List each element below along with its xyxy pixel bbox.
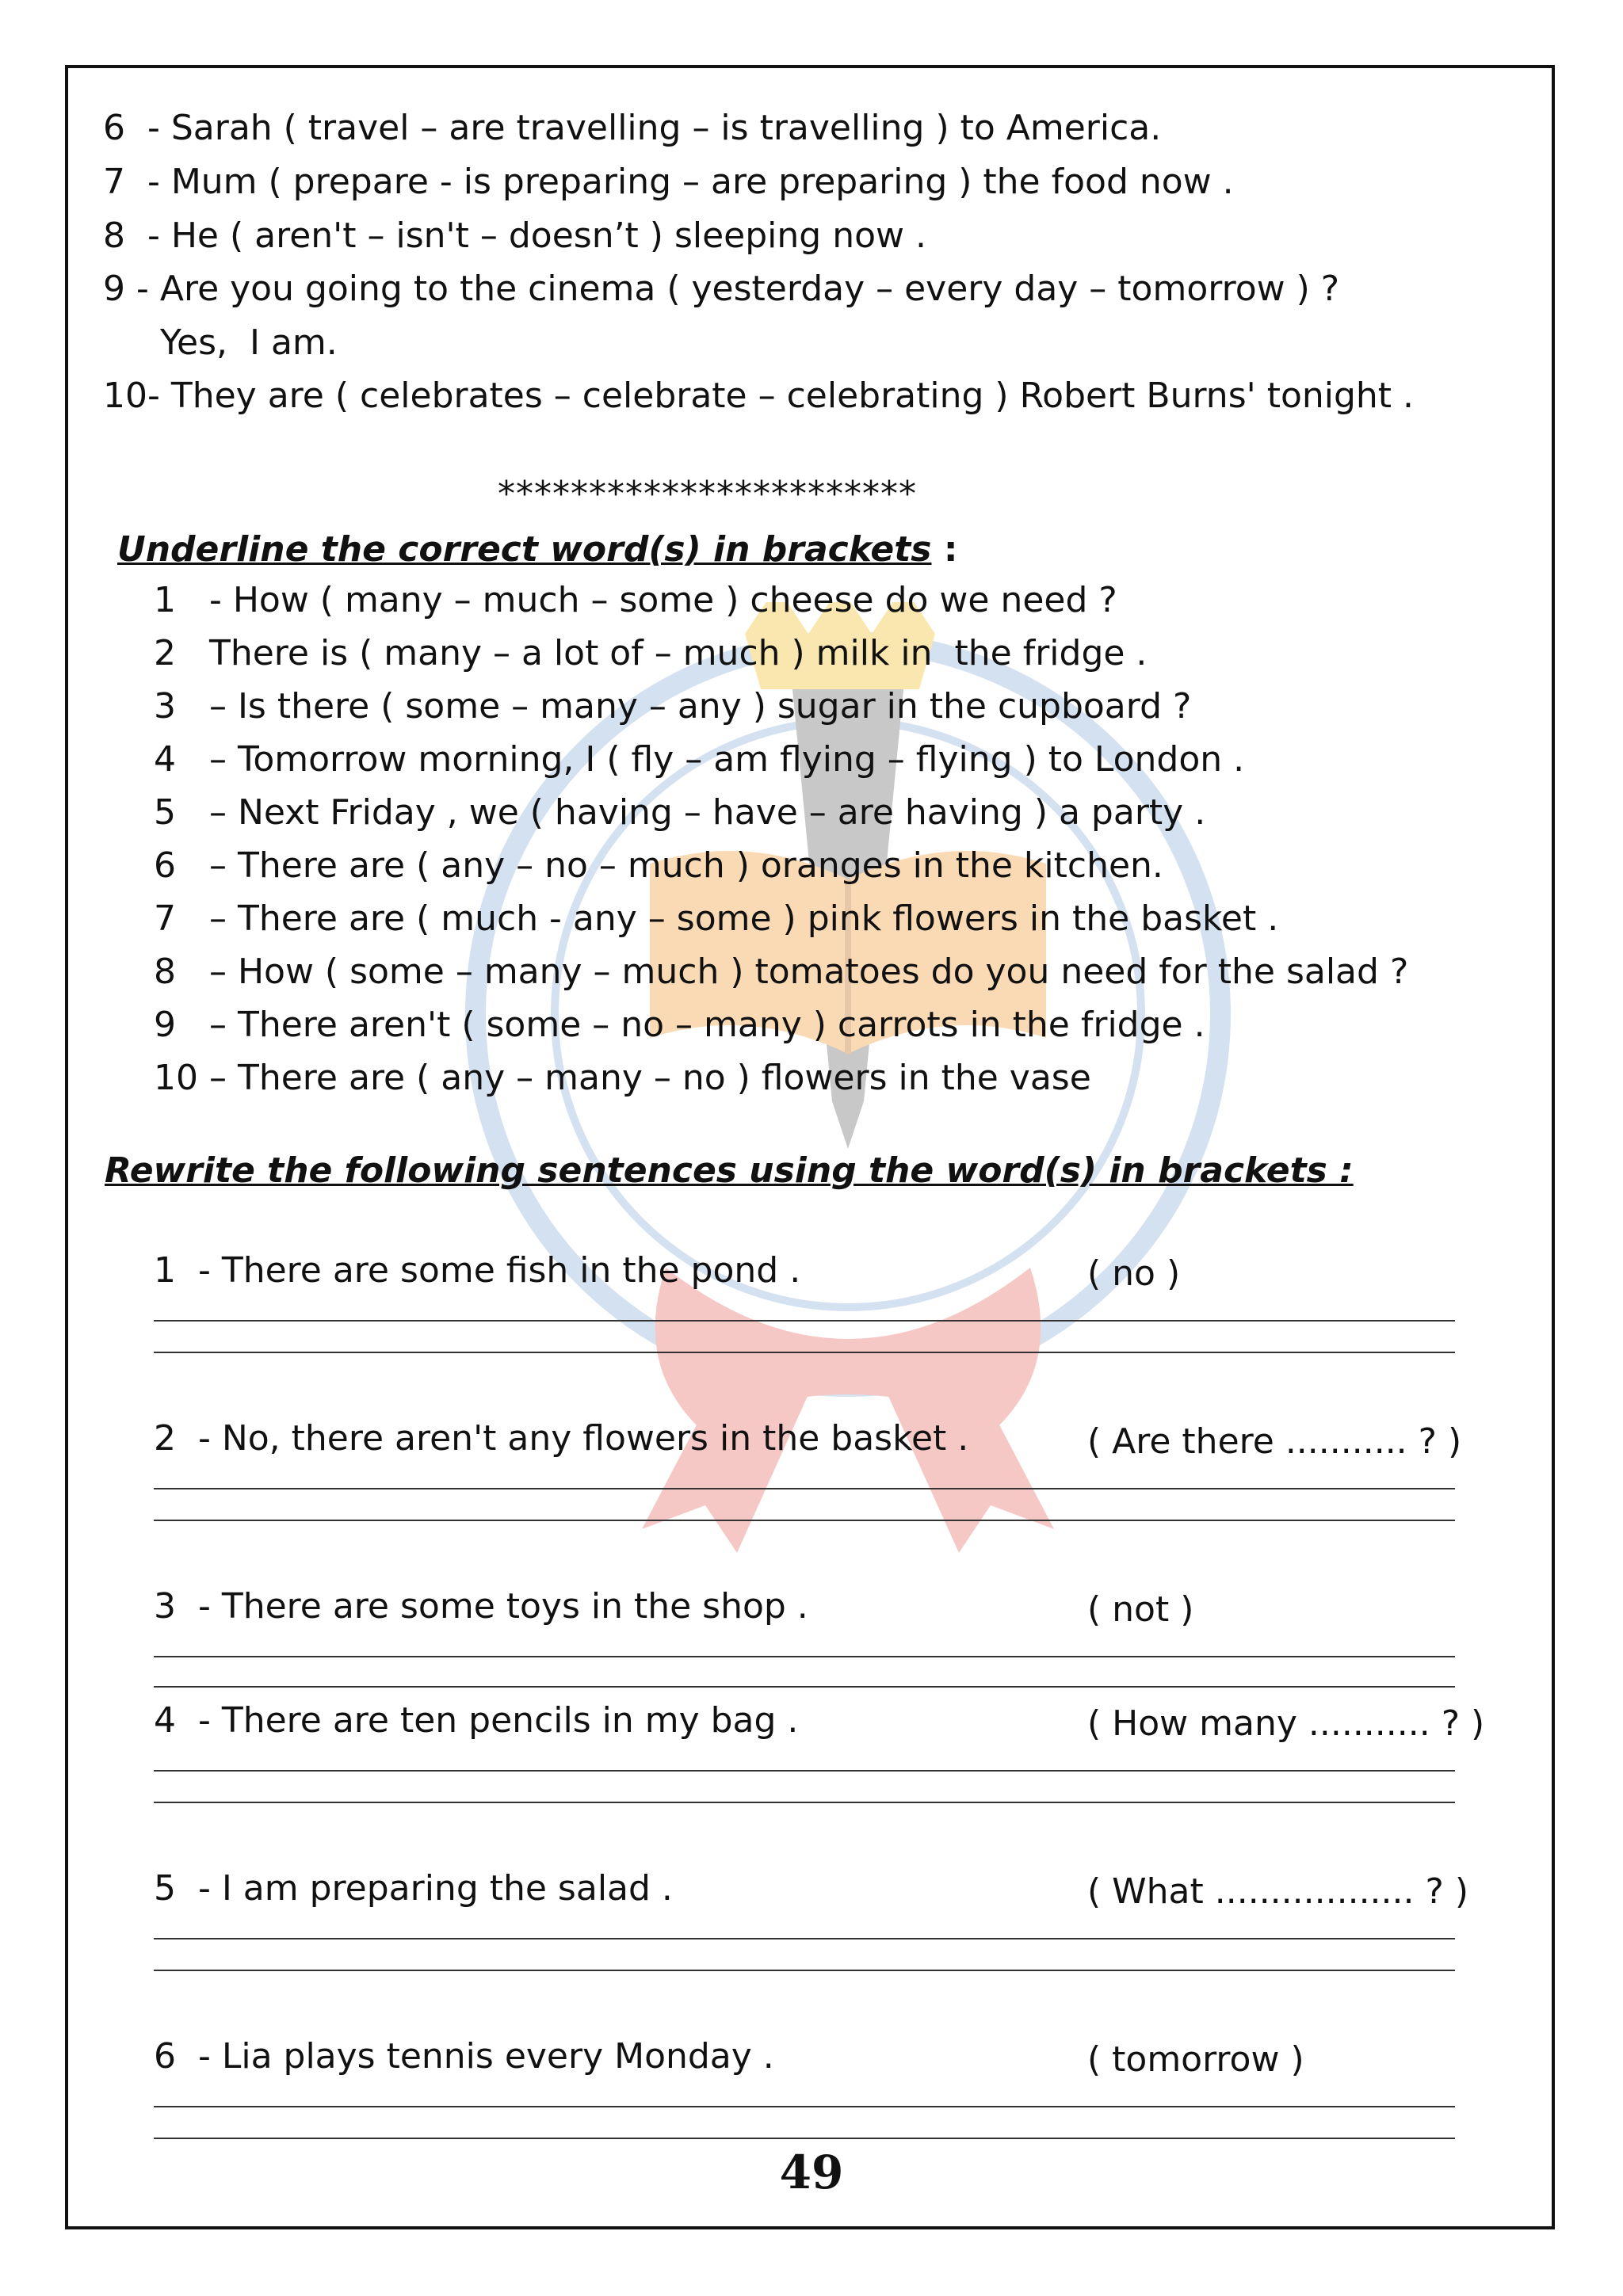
answer-line[interactable] [154, 2106, 1455, 2107]
rewrite-hint-5: ( What .................. ? ) [1087, 1871, 1468, 1912]
rewrite-hint-4: ( How many ........... ? ) [1087, 1703, 1485, 1744]
exercise-item-7: 7 - Mum ( prepare - is preparing – are preparing ) the food now . [103, 162, 1234, 202]
answer-line[interactable] [154, 1686, 1455, 1688]
rewrite-hint-1: ( no ) [1087, 1253, 1181, 1294]
underline-item-9: 9 – There aren't ( some – no – many ) carrots in the fridge . [154, 1005, 1205, 1045]
underline-item-2: 2 There is ( many – a lot of – much ) milk in the fridge . [154, 633, 1148, 673]
section-heading-rewrite: Rewrite the following sentences using the word(s) in brackets : [105, 1150, 1354, 1191]
rewrite-item-6: 6 - Lia plays tennis every Monday . [154, 2036, 774, 2077]
answer-line[interactable] [154, 1938, 1455, 1939]
rewrite-item-2: 2 - No, there aren't any flowers in the basket . [154, 1418, 969, 1459]
section-separator: *********************** [498, 474, 917, 514]
heading-colon: : [931, 529, 958, 570]
exercise-item-9: 9 - Are you going to the cinema ( yesterday – every day – tomorrow ) ? [103, 269, 1340, 309]
exercise-item-6: 6 - Sarah ( travel – are travelling – is travelling ) to America. [103, 108, 1162, 148]
underline-item-7: 7 – There are ( much - any – some ) pink flowers in the basket . [154, 898, 1279, 939]
rewrite-hint-3: ( not ) [1087, 1589, 1194, 1630]
underline-item-5: 5 – Next Friday , we ( having – have – are having ) a party . [154, 792, 1206, 833]
answer-line[interactable] [154, 1656, 1455, 1657]
answer-line[interactable] [154, 1352, 1455, 1353]
section-heading-underline [117, 529, 957, 570]
rewrite-hint-2: ( Are there ........... ? ) [1087, 1421, 1462, 1462]
underline-item-6: 6 – There are ( any – no – much ) oranges in the kitchen. [154, 845, 1163, 886]
answer-line[interactable] [154, 2138, 1455, 2139]
underline-item-8: 8 – How ( some – many – much ) tomatoes do you need for the salad ? [154, 952, 1409, 992]
answer-line[interactable] [154, 1802, 1455, 1803]
answer-line[interactable] [154, 1970, 1455, 1971]
exercise-item-10: 10- They are ( celebrates – celebrate – celebrating ) Robert Burns' tonight . [103, 376, 1415, 416]
rewrite-item-4: 4 - There are ten pencils in my bag . [154, 1700, 799, 1741]
exercise-item-9-answer: Yes, I am. [160, 322, 338, 363]
answer-line[interactable] [154, 1320, 1455, 1322]
underline-item-3: 3 – Is there ( some – many – any ) sugar in the cupboard ? [154, 686, 1192, 727]
answer-line[interactable] [154, 1488, 1455, 1489]
rewrite-item-3: 3 - There are some toys in the shop . [154, 1586, 808, 1627]
underline-item-1: 1 - How ( many – much – some ) cheese do we need ? [154, 580, 1117, 620]
page-number: 49 [779, 2145, 844, 2199]
exercise-item-8: 8 - He ( aren't – isn't – doesn’t ) sleeping now . [103, 215, 926, 256]
answer-line[interactable] [154, 1770, 1455, 1772]
underline-item-10: 10 – There are ( any – many – no ) flowers in the vase [154, 1058, 1091, 1098]
underline-item-4: 4 – Tomorrow morning, I ( fly – am flying – flying ) to London . [154, 739, 1245, 780]
rewrite-item-5: 5 - I am preparing the salad . [154, 1868, 673, 1909]
answer-line[interactable] [154, 1520, 1455, 1521]
section-heading-text: Underline the correct word(s) in brackets [117, 529, 932, 570]
rewrite-hint-6: ( tomorrow ) [1087, 2039, 1304, 2080]
rewrite-item-1: 1 - There are some fish in the pond . [154, 1250, 801, 1291]
